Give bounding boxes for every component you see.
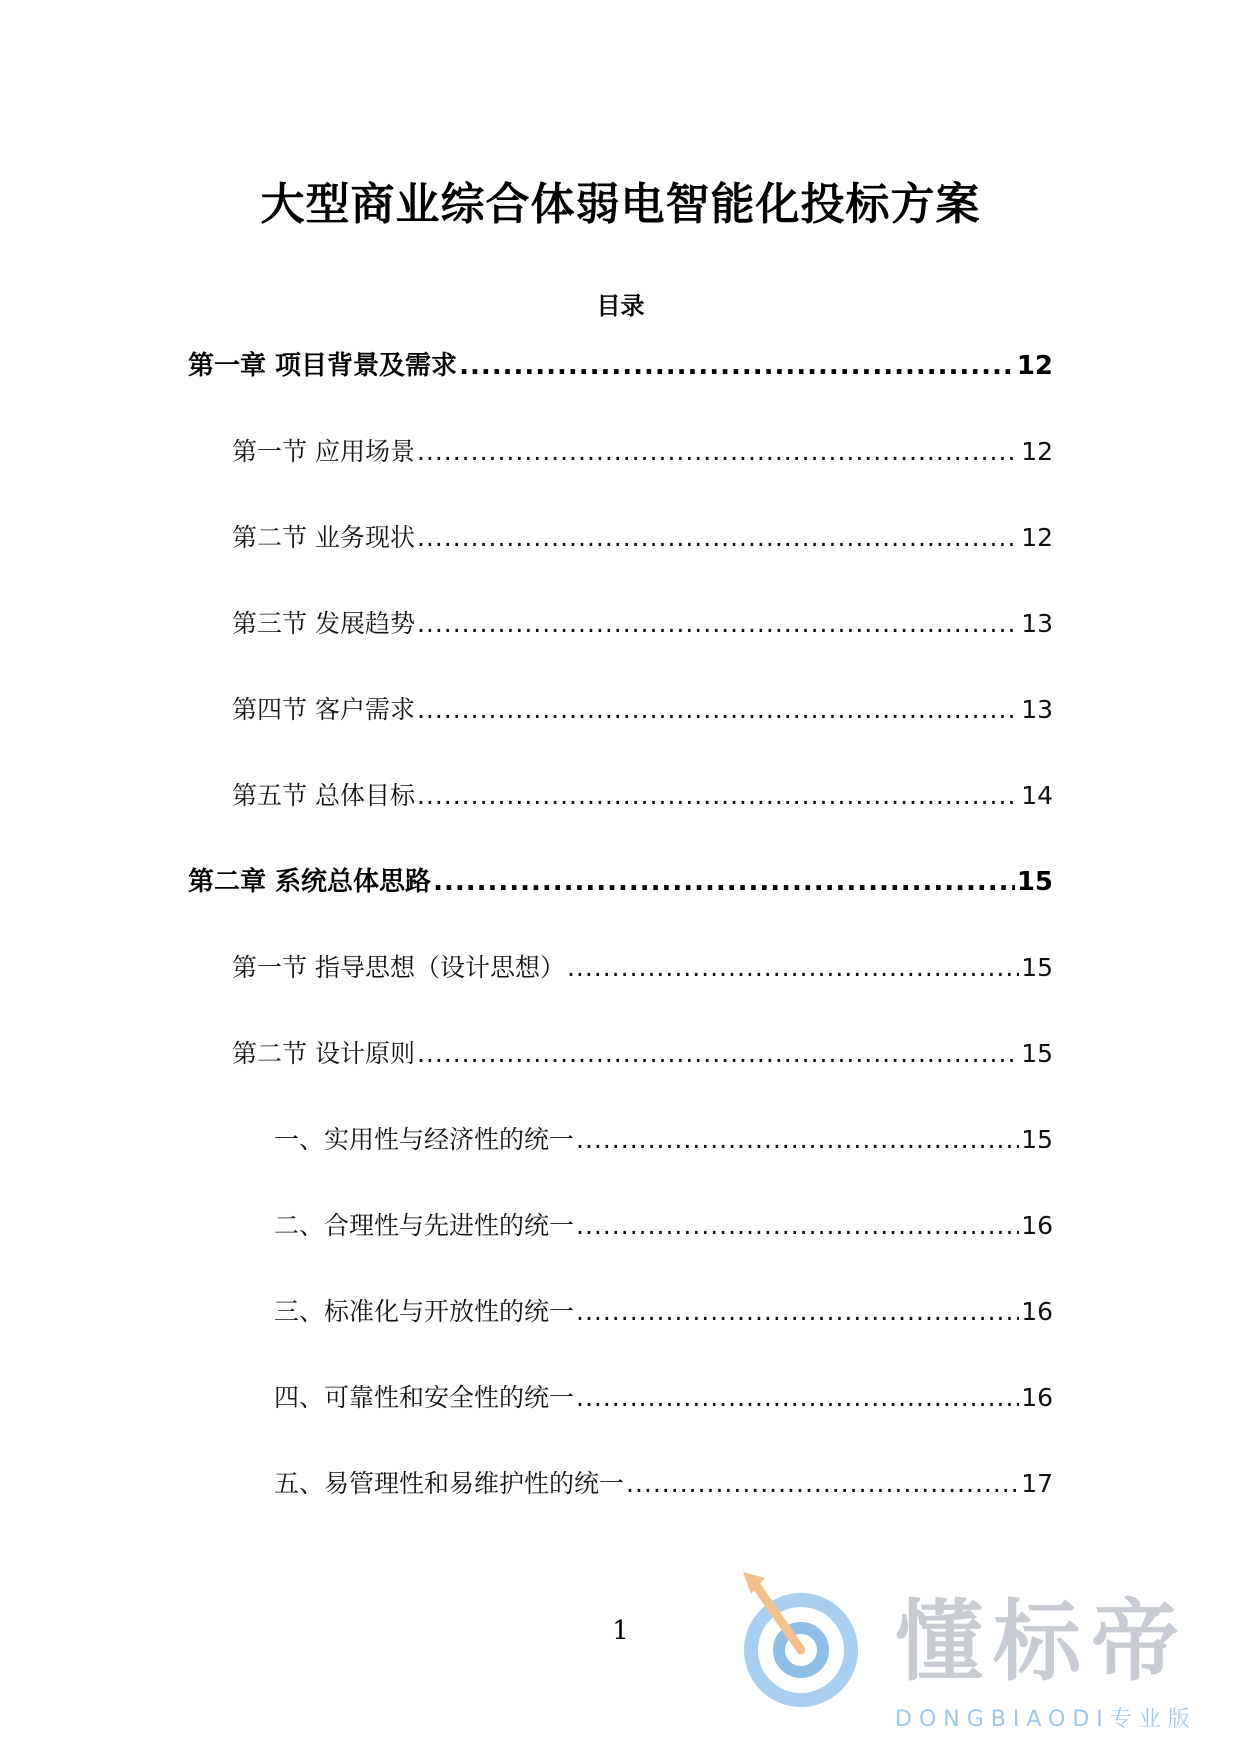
toc-entry-text: 一、实用性与经济性的统一 xyxy=(274,1125,575,1154)
toc-entry-text: 第一节 指导思想（设计思想） xyxy=(232,953,565,982)
toc-entry-text: 二、合理性与先进性的统一 xyxy=(274,1211,575,1240)
toc-entry-text: 第四节 客户需求 xyxy=(232,695,415,724)
toc-leader xyxy=(576,1124,1019,1156)
toc-leader xyxy=(576,1382,1019,1414)
toc-entry[interactable] xyxy=(274,1202,1053,1242)
toc-entry[interactable] xyxy=(232,686,1053,726)
toc-entry-page: 15 xyxy=(1021,1125,1053,1154)
toc-entry[interactable] xyxy=(232,514,1053,554)
toc-entry[interactable] xyxy=(274,1374,1053,1414)
toc-entry[interactable] xyxy=(232,428,1053,468)
toc-entry-page: 13 xyxy=(1021,695,1053,724)
page-number: 1 xyxy=(612,1616,629,1646)
toc-leader xyxy=(576,1210,1019,1242)
toc-entry[interactable] xyxy=(274,1116,1053,1156)
toc-entry-page: 16 xyxy=(1021,1211,1053,1240)
toc-leader xyxy=(459,350,1015,382)
toc-entry-page: 12 xyxy=(1021,523,1053,552)
toc-entry-page: 15 xyxy=(1016,867,1053,897)
toc-entry-page: 15 xyxy=(1021,953,1053,982)
toc-entry-text: 第五节 总体目标 xyxy=(232,781,415,810)
watermark-brand: 懂标帝 xyxy=(895,1590,1190,1693)
toc-leader xyxy=(626,1468,1019,1500)
toc-entry-page: 16 xyxy=(1021,1383,1053,1412)
toc-entry[interactable] xyxy=(274,1460,1053,1500)
toc-leader xyxy=(567,952,1019,984)
toc-leader xyxy=(417,436,1019,468)
toc-entry-text: 第一章 项目背景及需求 xyxy=(188,351,458,381)
document-title: 大型商业综合体弱电智能化投标方案 xyxy=(260,179,981,230)
toc-entry-text: 第二节 设计原则 xyxy=(232,1039,415,1068)
toc-heading: 目录 xyxy=(596,292,645,320)
watermark xyxy=(735,1532,1215,1754)
toc-entry[interactable] xyxy=(274,1288,1053,1328)
toc-entry[interactable] xyxy=(232,772,1053,812)
toc-entry-text: 第二节 业务现状 xyxy=(232,523,415,552)
toc-leader xyxy=(417,522,1019,554)
toc-leader xyxy=(417,608,1019,640)
toc-leader xyxy=(576,1296,1019,1328)
target-arrow-icon xyxy=(735,1532,875,1754)
toc-entry-text: 第一节 应用场景 xyxy=(232,437,415,466)
toc-entry-text: 四、可靠性和安全性的统一 xyxy=(274,1383,575,1412)
toc-entry-page: 13 xyxy=(1021,609,1053,638)
toc-entry-page: 12 xyxy=(1016,351,1053,381)
toc-leader xyxy=(417,780,1019,812)
toc-entry[interactable] xyxy=(232,1030,1053,1070)
toc-leader xyxy=(417,694,1019,726)
toc-entry[interactable] xyxy=(188,858,1053,898)
toc-entry-page: 14 xyxy=(1021,781,1053,810)
toc-entry-text: 第二章 系统总体思路 xyxy=(188,867,432,897)
toc-entry-page: 17 xyxy=(1021,1469,1053,1498)
toc-entry[interactable] xyxy=(232,600,1053,640)
toc-leader xyxy=(433,866,1015,898)
toc-entry-text: 三、标准化与开放性的统一 xyxy=(274,1297,575,1326)
toc-entry[interactable] xyxy=(232,944,1053,984)
toc-entry-page: 15 xyxy=(1021,1039,1053,1068)
watermark-subtitle: DONGBIAODI专业版 xyxy=(895,1707,1197,1732)
toc-entry-page: 16 xyxy=(1021,1297,1053,1326)
toc-leader xyxy=(417,1038,1019,1070)
toc-entry[interactable] xyxy=(188,342,1053,382)
toc-entry-text: 五、易管理性和易维护性的统一 xyxy=(274,1469,625,1498)
toc-entry-page: 12 xyxy=(1021,437,1053,466)
toc-entry-text: 第三节 发展趋势 xyxy=(232,609,415,638)
